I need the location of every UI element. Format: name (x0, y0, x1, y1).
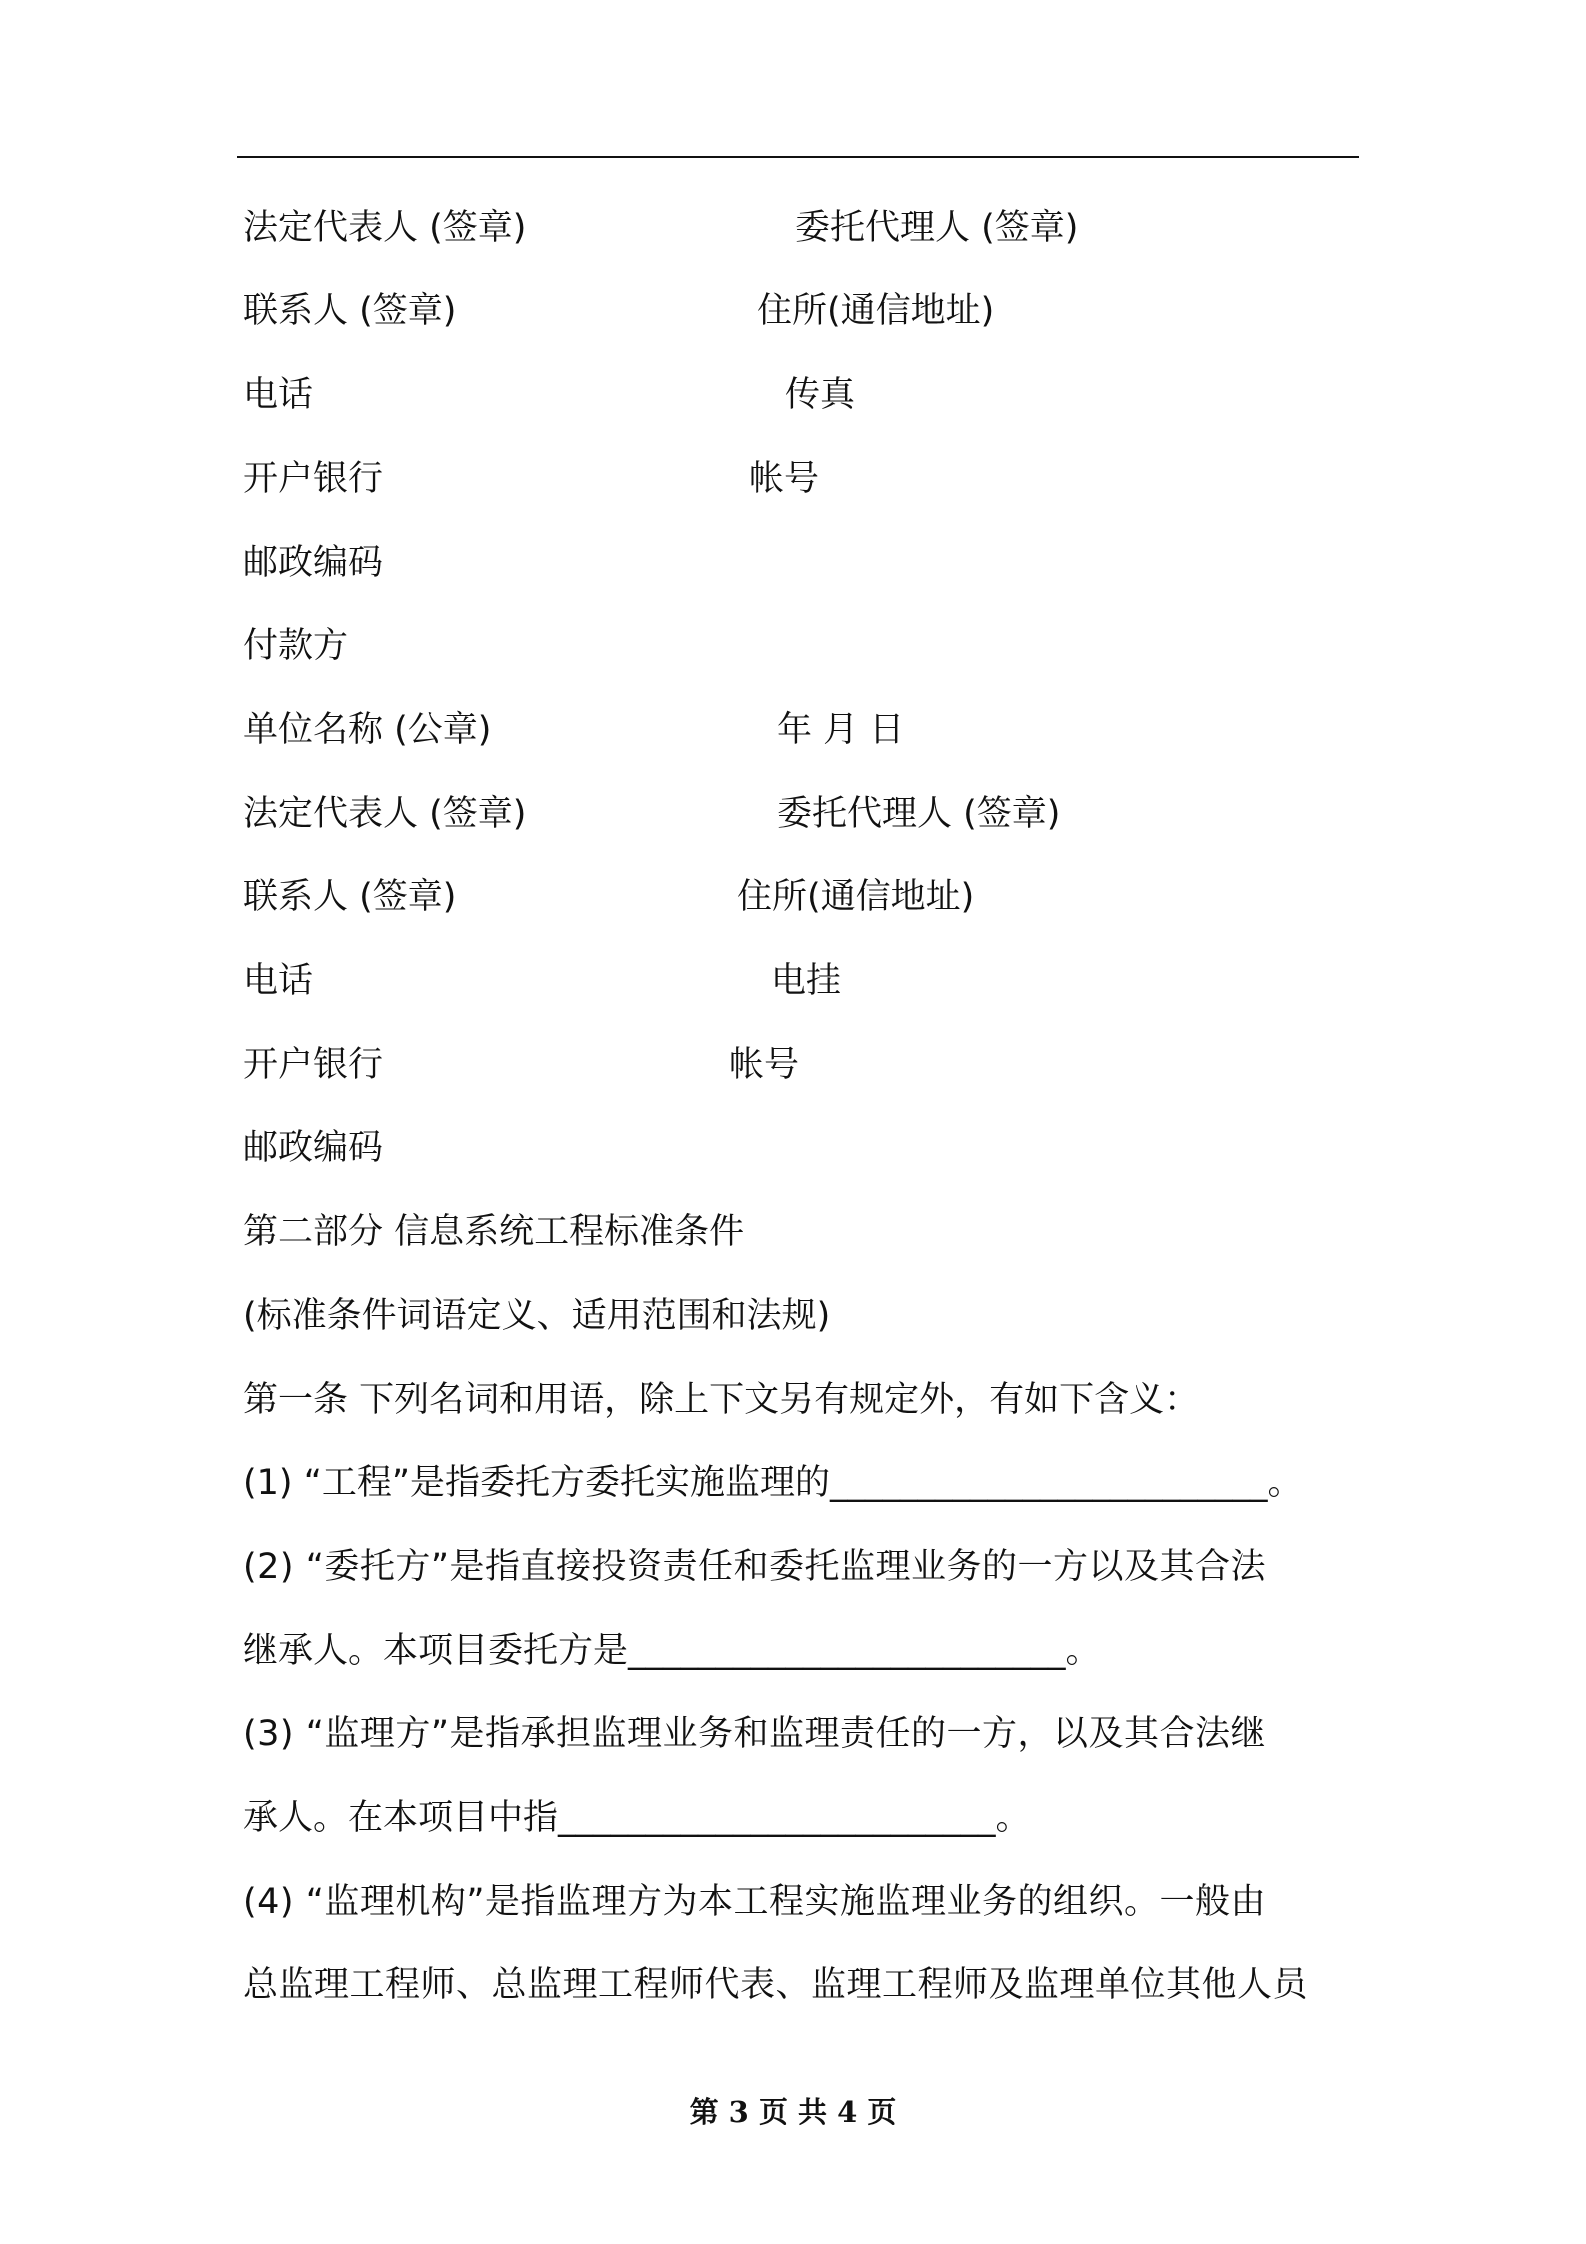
definition-item-3-line-1: (3) “监理方”是指承担监理业务和监理责任的一方，以及其合法继 (243, 1714, 1266, 1754)
form-row (243, 203, 1359, 253)
form-row (243, 1040, 1359, 1090)
agent-label: 委托代理人 (签章) (795, 208, 1079, 248)
part-title: 第二部分 信息系统工程标准条件 (243, 1212, 745, 1252)
form-row (243, 1123, 1359, 1173)
postcode-label: 邮政编码 (243, 1128, 384, 1168)
fax-label: 电挂 (771, 961, 842, 1001)
form-row (243, 705, 1359, 755)
form-row (243, 370, 1359, 420)
bank-label: 开户银行 (243, 459, 384, 499)
form-row (243, 538, 1359, 588)
unit-name-label: 单位名称 (公章) (243, 710, 492, 750)
header-rule (237, 156, 1359, 158)
address-label: 住所(通信地址) (757, 291, 995, 331)
page-number: 第 3 页 共 4 页 (689, 2095, 897, 2129)
definition-item-1: (1) “工程”是指委托方委托实施监理的_________________________。 (243, 1463, 1303, 1503)
phone-label: 电话 (243, 375, 314, 415)
payer-heading: 付款方 (243, 626, 349, 666)
form-row (243, 956, 1359, 1006)
form-row (243, 872, 1359, 922)
legal-rep-label: 法定代表人 (签章) (243, 208, 527, 248)
form-row (243, 789, 1359, 839)
agent-label: 委托代理人 (签章) (777, 794, 1061, 834)
part-subtitle: (标准条件词语定义、适用范围和法规) (243, 1296, 831, 1336)
fax-label: 传真 (785, 375, 856, 415)
definition-item-3-line-2: 承人。在本项目中指_________________________。 (243, 1798, 1031, 1838)
postcode-label: 邮政编码 (243, 543, 384, 583)
definition-item-2-line-1: (2) “委托方”是指直接投资责任和委托监理业务的一方以及其合法 (243, 1547, 1266, 1587)
address-label: 住所(通信地址) (737, 877, 975, 917)
account-label: 帐号 (729, 1045, 800, 1085)
form-row (243, 454, 1359, 504)
definition-item-4-line-2: 总监理工程师、总监理工程师代表、监理工程师及监理单位其他人员 (243, 1965, 1309, 2005)
contact-label: 联系人 (签章) (243, 877, 457, 917)
legal-rep-label: 法定代表人 (签章) (243, 794, 527, 834)
definition-item-4-line-1: (4) “监理机构”是指监理方为本工程实施监理业务的组织。一般由 (243, 1882, 1266, 1922)
definition-item-2-line-2: 继承人。本项目委托方是_________________________。 (243, 1631, 1101, 1671)
date-label: 年 月 日 (777, 710, 905, 750)
bank-label: 开户银行 (243, 1045, 384, 1085)
form-row (243, 286, 1359, 336)
section-heading (243, 621, 1359, 671)
contact-label: 联系人 (签章) (243, 291, 457, 331)
account-label: 帐号 (749, 459, 820, 499)
article-1: 第一条 下列名词和用语，除上下文另有规定外，有如下含义： (243, 1380, 1200, 1420)
phone-label: 电话 (243, 961, 314, 1001)
